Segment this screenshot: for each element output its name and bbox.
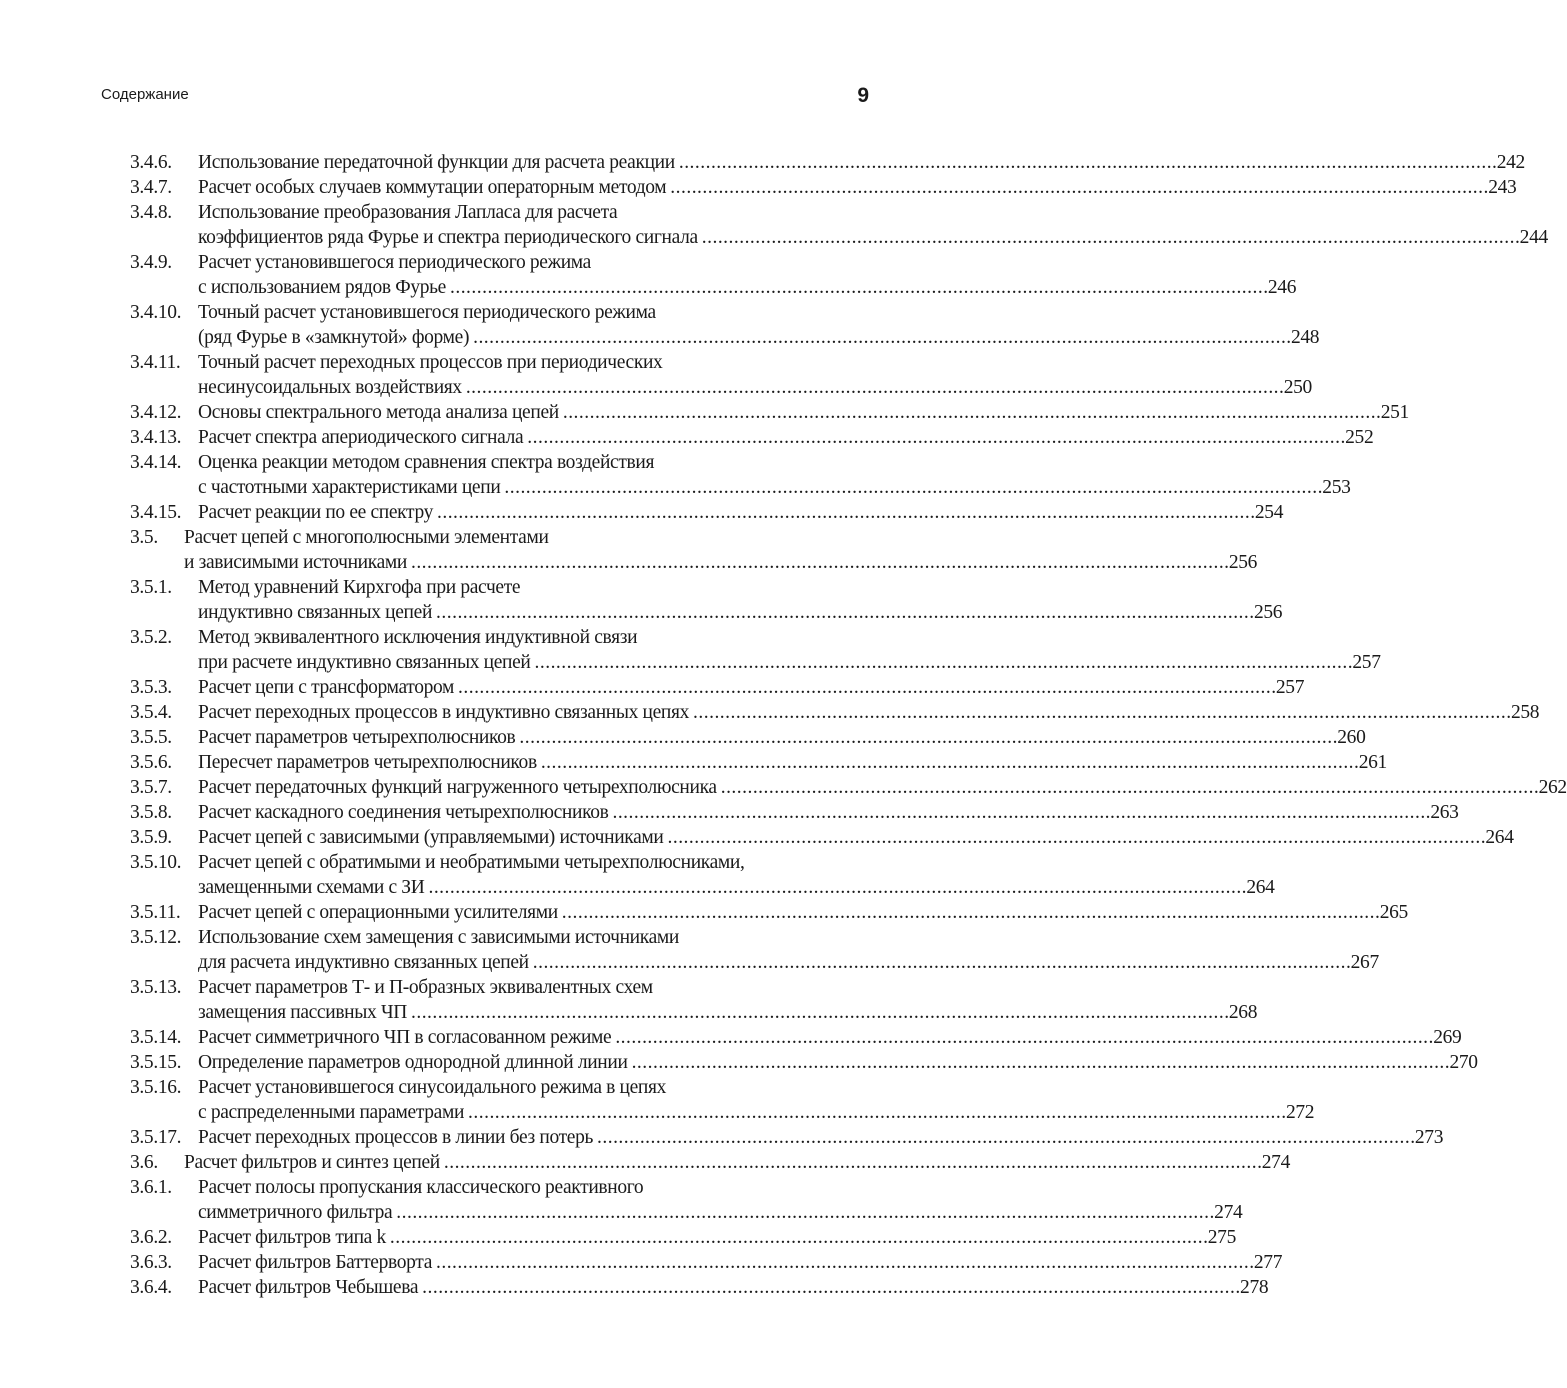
dot-leader xyxy=(519,725,1335,750)
entry-title: Расчет передаточных функций нагруженного четырехполюсника xyxy=(198,777,717,798)
dot-leader xyxy=(721,775,1537,800)
toc-entry[interactable] xyxy=(130,850,1275,900)
entry-title: несинусоидальных воздействиях xyxy=(198,377,462,398)
entry-title: Использование преобразования Лапласа для расчета xyxy=(198,202,618,223)
toc-entry[interactable] xyxy=(130,525,1258,575)
entry-number: 3.5.5. xyxy=(130,727,172,748)
entry-number: 3.5.8. xyxy=(130,802,172,823)
toc-entry[interactable] xyxy=(130,775,1567,800)
entry-number: 3.5.12. xyxy=(130,927,182,948)
entry-title: для расчета индуктивно связанных цепей xyxy=(198,952,529,973)
entry-page: 252 xyxy=(1345,427,1374,448)
entry-number: 3.4.12. xyxy=(130,402,182,423)
toc-entry[interactable] xyxy=(130,575,1283,625)
toc-entry[interactable] xyxy=(130,1250,1283,1275)
toc-entry[interactable] xyxy=(130,175,1517,200)
entry-title: замещения пассивных ЧП xyxy=(198,1002,407,1023)
entry-number: 3.5.7. xyxy=(130,777,172,798)
entry-number: 3.5. xyxy=(130,527,158,548)
toc-entry[interactable] xyxy=(130,975,1258,1025)
entry-page: 251 xyxy=(1380,402,1409,423)
toc-entry[interactable] xyxy=(130,350,1312,400)
toc-entry[interactable] xyxy=(130,1125,1444,1150)
dot-leader xyxy=(411,1000,1227,1025)
entry-title: с частотными характеристиками цепи xyxy=(198,477,501,498)
dot-leader xyxy=(615,1025,1431,1050)
entry-title: Расчет параметров четырехполюсников xyxy=(198,727,516,748)
entry-title: Расчет спектра апериодического сигнала xyxy=(198,427,524,448)
entry-title: замещенными схемами с ЗИ xyxy=(198,877,425,898)
entry-page: 273 xyxy=(1414,1127,1444,1148)
dot-leader xyxy=(437,500,1253,525)
dot-leader xyxy=(428,875,1244,900)
dot-leader xyxy=(693,700,1509,725)
entry-title: Расчет установившегося синусоидального режима в цепях xyxy=(198,1077,667,1098)
entry-page: 248 xyxy=(1290,327,1320,348)
dot-leader xyxy=(563,400,1379,425)
entry-page: 246 xyxy=(1267,277,1297,298)
dot-leader xyxy=(444,1150,1260,1175)
dot-leader xyxy=(702,225,1518,250)
toc-entry[interactable] xyxy=(130,1225,1236,1250)
entry-page: 272 xyxy=(1285,1102,1315,1123)
dot-leader xyxy=(632,1050,1448,1075)
entry-number: 3.4.13. xyxy=(130,427,182,448)
dot-leader xyxy=(473,325,1289,350)
entry-page: 264 xyxy=(1246,877,1275,898)
entry-number: 3.4.6. xyxy=(130,152,172,173)
entry-title: с распределенными параметрами xyxy=(198,1102,465,1123)
entry-number: 3.5.4. xyxy=(130,702,172,723)
toc-entry[interactable] xyxy=(130,700,1540,725)
entry-number: 3.6.4. xyxy=(130,1277,172,1298)
entry-number: 3.4.14. xyxy=(130,452,182,473)
entry-title: Основы спектрального метода анализа цепей xyxy=(198,402,559,423)
entry-title: Расчет установившегося периодического режима xyxy=(198,252,591,273)
entry-title: индуктивно связанных цепей xyxy=(198,602,433,623)
entry-title: Расчет особых случаев коммутации операторным методом xyxy=(198,177,667,198)
entry-title: Точный расчет переходных процессов при периодических xyxy=(198,352,663,373)
entry-title: Расчет фильтров Чебышева xyxy=(198,1277,419,1298)
toc-entry[interactable] xyxy=(130,1275,1269,1300)
entry-title: Расчет цепей с операционными усилителями xyxy=(198,902,558,923)
dot-leader xyxy=(458,675,1274,700)
dot-leader xyxy=(396,1200,1212,1225)
toc-entry[interactable] xyxy=(130,750,1387,775)
dot-leader xyxy=(504,475,1320,500)
entry-title: Расчет цепей с обратимыми и необратимыми четырехполюсниками, xyxy=(198,852,745,873)
entry-page: 268 xyxy=(1228,1002,1258,1023)
entry-page: 256 xyxy=(1253,602,1283,623)
entry-title: и зависимыми источниками xyxy=(184,552,407,573)
toc-entry[interactable] xyxy=(130,925,1379,975)
entry-number: 3.4.9. xyxy=(130,252,172,273)
dot-leader xyxy=(670,175,1486,200)
entry-title: Расчет симметричного ЧП в согласованном режиме xyxy=(198,1027,612,1048)
entry-title: Расчет переходных процессов в индуктивно связанных цепях xyxy=(198,702,690,723)
toc-entry[interactable] xyxy=(130,300,1320,350)
dot-leader xyxy=(411,550,1227,575)
entry-title: Расчет реакции по ее спектру xyxy=(198,502,433,523)
entry-number: 3.4.11. xyxy=(130,352,181,373)
entry-title: Точный расчет установившегося периодического режима xyxy=(198,302,656,323)
dot-leader xyxy=(436,1250,1252,1275)
entry-title: Расчет цепи с трансформатором xyxy=(198,677,455,698)
entry-title: с использованием рядов Фурье xyxy=(198,277,446,298)
entry-title: симметричного фильтра xyxy=(198,1202,393,1223)
entry-number: 3.4.8. xyxy=(130,202,172,223)
entry-number: 3.5.10. xyxy=(130,852,182,873)
entry-number: 3.6.1. xyxy=(130,1177,172,1198)
entry-page: 277 xyxy=(1253,1252,1283,1273)
entry-number: 3.5.13. xyxy=(130,977,182,998)
toc-entry[interactable] xyxy=(130,1150,1290,1175)
entry-title: Метод эквивалентного исключения индуктивной связи xyxy=(198,627,638,648)
toc-entry[interactable] xyxy=(130,200,1548,250)
entry-page: 265 xyxy=(1379,902,1408,923)
entry-number: 3.5.16. xyxy=(130,1077,182,1098)
running-head: Содержание xyxy=(101,86,189,103)
entry-number: 3.5.2. xyxy=(130,627,172,648)
entry-page: 267 xyxy=(1350,952,1379,973)
entry-page: 264 xyxy=(1485,827,1514,848)
entry-page: 243 xyxy=(1488,177,1517,198)
table-of-contents xyxy=(130,150,1567,1300)
entry-page: 269 xyxy=(1433,1027,1462,1048)
entry-number: 3.5.15. xyxy=(130,1052,182,1073)
dot-leader xyxy=(468,1100,1284,1125)
entry-number: 3.4.7. xyxy=(130,177,172,198)
dot-leader xyxy=(541,750,1357,775)
toc-entry[interactable] xyxy=(130,725,1366,750)
entry-page: 254 xyxy=(1254,502,1284,523)
entry-title: Определение параметров однородной длинной линии xyxy=(198,1052,628,1073)
dot-leader xyxy=(597,1125,1413,1150)
entry-number: 3.4.10. xyxy=(130,302,182,323)
entry-page: 274 xyxy=(1214,1202,1243,1223)
dot-leader xyxy=(390,1225,1206,1250)
toc-entry[interactable] xyxy=(130,400,1409,425)
dot-leader xyxy=(562,900,1378,925)
toc-entry[interactable] xyxy=(130,800,1459,825)
entry-title: (ряд Фурье в «замкнутой» форме) xyxy=(198,327,470,348)
entry-number: 3.4.15. xyxy=(130,502,182,523)
toc-entry[interactable] xyxy=(130,250,1297,300)
dot-leader xyxy=(533,950,1349,975)
entry-title: Расчет параметров Т- и П-образных эквивалентных схем xyxy=(198,977,653,998)
entry-number: 3.6.3. xyxy=(130,1252,172,1273)
entry-page: 242 xyxy=(1496,152,1525,173)
entry-page: 261 xyxy=(1358,752,1387,773)
entry-page: 262 xyxy=(1538,777,1567,798)
dot-leader xyxy=(668,825,1484,850)
entry-page: 253 xyxy=(1322,477,1351,498)
dot-leader xyxy=(612,800,1428,825)
toc-entry[interactable] xyxy=(130,425,1374,450)
dot-leader xyxy=(466,375,1282,400)
entry-number: 3.5.1. xyxy=(130,577,172,598)
toc-entry[interactable] xyxy=(130,1175,1243,1225)
entry-page: 250 xyxy=(1283,377,1312,398)
entry-title: Расчет полосы пропускания классического реактивного xyxy=(198,1177,644,1198)
entry-title: Метод уравнений Кирхгофа при расчете xyxy=(198,577,521,598)
entry-number: 3.5.9. xyxy=(130,827,172,848)
toc-entry[interactable] xyxy=(130,675,1305,700)
entry-title: Оценка реакции методом сравнения спектра воздействия xyxy=(198,452,655,473)
entry-title: при расчете индуктивно связанных цепей xyxy=(198,652,531,673)
entry-number: 3.6. xyxy=(130,1152,158,1173)
entry-page: 270 xyxy=(1449,1052,1478,1073)
entry-number: 3.5.6. xyxy=(130,752,172,773)
toc-entry[interactable] xyxy=(130,450,1351,500)
entry-page: 263 xyxy=(1430,802,1459,823)
entry-number: 3.5.3. xyxy=(130,677,172,698)
entry-title: Использование схем замещения с зависимыми источниками xyxy=(198,927,679,948)
entry-page: 257 xyxy=(1352,652,1381,673)
entry-page: 275 xyxy=(1207,1227,1236,1248)
toc-entry[interactable] xyxy=(130,500,1284,525)
entry-page: 274 xyxy=(1261,1152,1290,1173)
toc-entry[interactable] xyxy=(130,1025,1462,1050)
entry-page: 260 xyxy=(1337,727,1366,748)
dot-leader xyxy=(436,600,1252,625)
toc-entry[interactable] xyxy=(130,1050,1478,1075)
entry-title: Расчет каскадного соединения четырехполюсников xyxy=(198,802,609,823)
toc-entry[interactable] xyxy=(130,625,1381,675)
entry-title: Расчет фильтров типа k xyxy=(198,1227,386,1248)
entry-number: 3.5.11. xyxy=(130,902,181,923)
toc-entry[interactable] xyxy=(130,825,1514,850)
toc-entry[interactable] xyxy=(130,150,1525,175)
entry-title: Использование передаточной функции для расчета реакции xyxy=(198,152,675,173)
entry-page: 244 xyxy=(1519,227,1548,248)
entry-page: 256 xyxy=(1228,552,1258,573)
entry-title: Пересчет параметров четырехполюсников xyxy=(198,752,537,773)
entry-number: 3.6.2. xyxy=(130,1227,172,1248)
entry-number: 3.5.14. xyxy=(130,1027,182,1048)
dot-leader xyxy=(450,275,1266,300)
page-number: 9 xyxy=(857,84,869,107)
entry-title: Расчет цепей с многополюсными элементами xyxy=(184,527,549,548)
entry-page: 257 xyxy=(1275,677,1305,698)
entry-page: 258 xyxy=(1510,702,1540,723)
entry-title: Расчет фильтров и синтез цепей xyxy=(184,1152,440,1173)
dot-leader xyxy=(422,1275,1238,1300)
dot-leader xyxy=(679,150,1495,175)
entry-page: 278 xyxy=(1240,1277,1269,1298)
entry-number: 3.5.17. xyxy=(130,1127,182,1148)
toc-entry[interactable] xyxy=(130,1075,1315,1125)
entry-title: Расчет переходных процессов в линии без потерь xyxy=(198,1127,594,1148)
dot-leader xyxy=(527,425,1343,450)
toc-entry[interactable] xyxy=(130,900,1408,925)
entry-title: коэффициентов ряда Фурье и спектра периодического сигнала xyxy=(198,227,698,248)
entry-title: Расчет фильтров Баттерворта xyxy=(198,1252,432,1273)
entry-title: Расчет цепей с зависимыми (управляемыми) источниками xyxy=(198,827,664,848)
dot-leader xyxy=(535,650,1351,675)
